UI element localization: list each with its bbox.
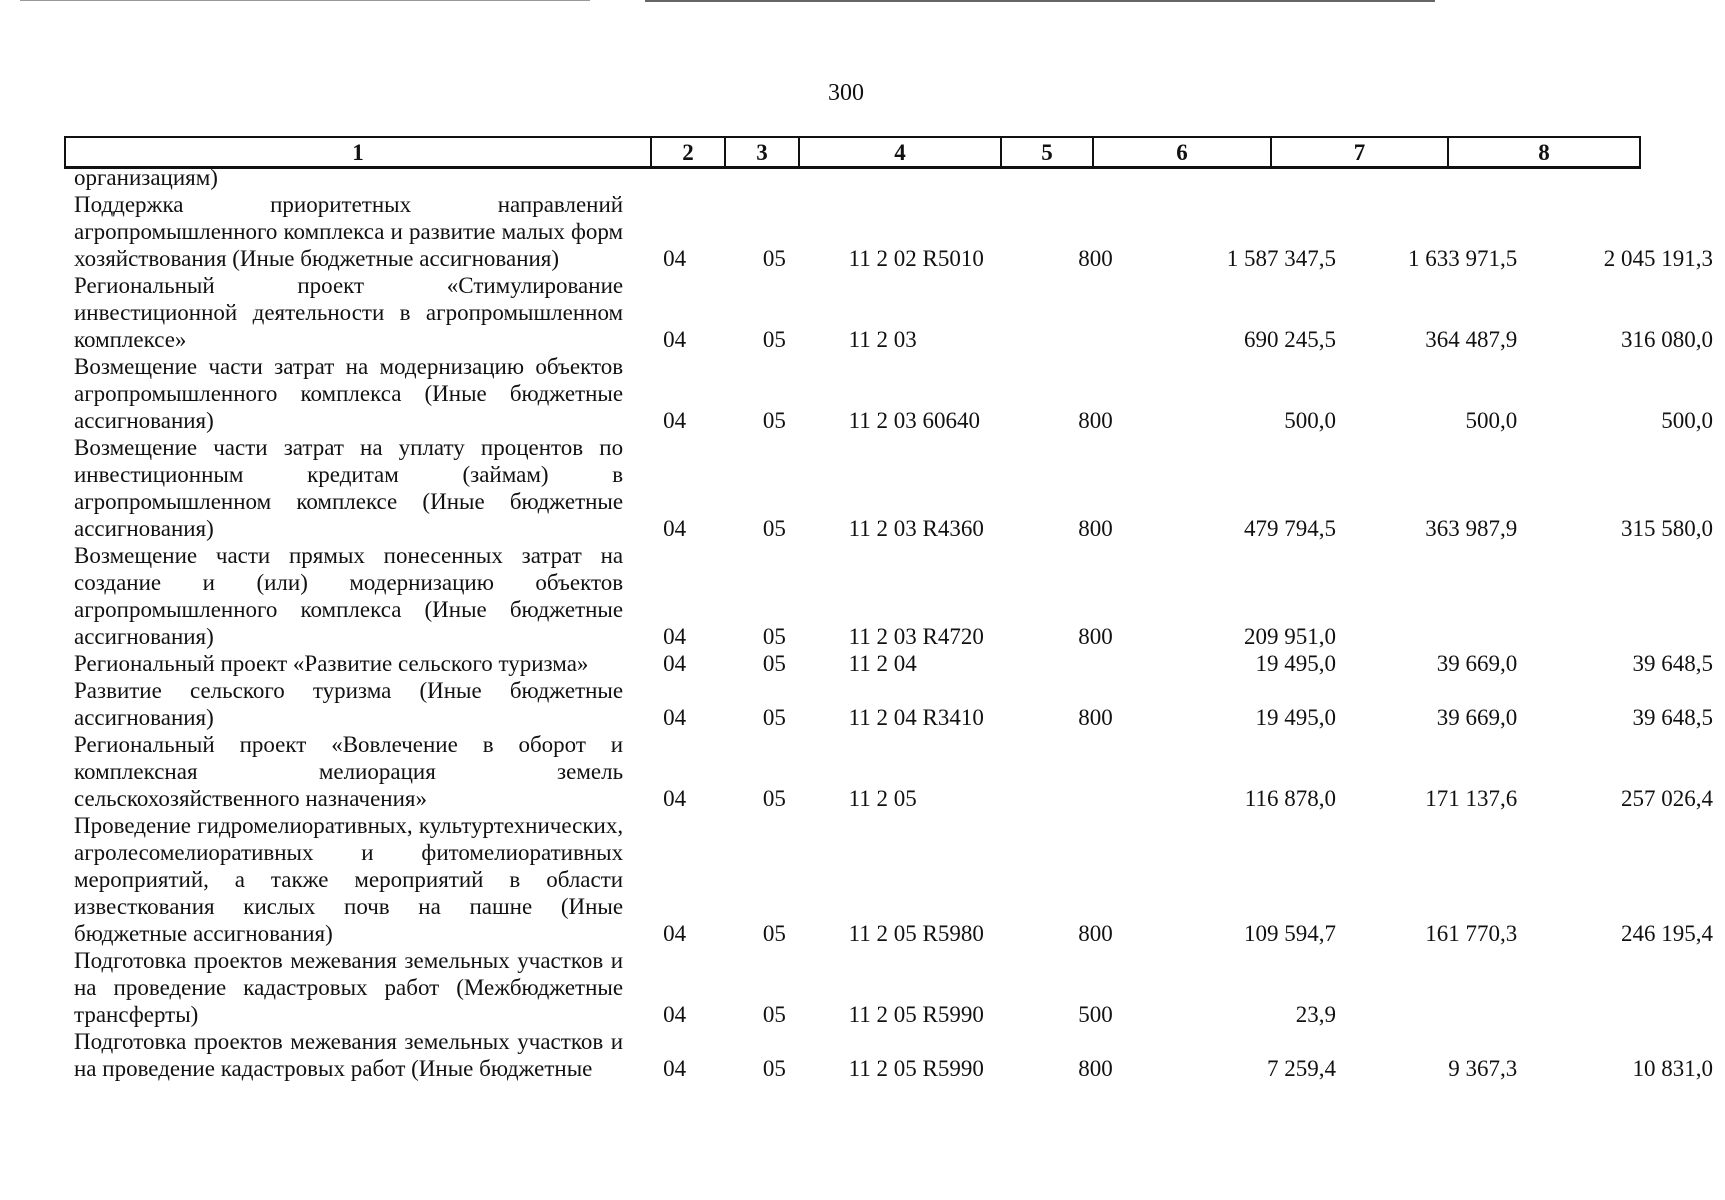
row-amount-col7: 171 137,6 [1425,786,1518,811]
row-section: 04 [663,1002,687,1027]
row-amount-col8: 10 831,0 [1632,1056,1713,1081]
row-description: Проведение гидромелиоративных, культуртехнических, агролесомелиоративных и фитомелиоративных мероприятий, а также мероприятий в области известкования кислых почв на пашне (Иные бюджетные ассигнования) [74,813,624,946]
table-row [64,731,1725,812]
row-subsection: 05 [762,516,786,541]
row-description: Возмещение части прямых понесенных затрат на создание и (или) модернизацию объектов агропромышленного комплекса (Иные бюджетные ассигнования) [74,543,624,649]
table-row [64,164,1725,191]
budget-table [64,164,1725,1082]
row-target-code: 11 2 03 [848,327,917,352]
row-amount-col6: 116 878,0 [1244,786,1336,811]
row-amount-col8 [1529,542,1725,650]
row-amount-col7: 364 487,9 [1425,327,1518,352]
row-target-code: 11 2 04 [848,651,917,676]
table-row [64,947,1725,1028]
row-subsection: 05 [762,327,786,352]
row-amount-col7 [1348,164,1529,191]
row-amount-col7: 39 669,0 [1436,651,1518,676]
row-section: 04 [663,516,687,541]
row-description: Возмещение части затрат на модернизацию объектов агропромышленного комплекса (Иные бюджетные ассигнования) [74,354,624,433]
top-rule-left [20,0,590,1]
row-section [633,164,733,191]
row-subsection: 05 [762,651,786,676]
row-subsection: 05 [762,408,786,433]
column-header-3: 3 [725,137,799,168]
row-amount-col6: 500,0 [1284,408,1336,433]
row-amount-col8: 316 080,0 [1621,327,1713,352]
row-section: 04 [663,624,687,649]
column-header-7: 7 [1271,137,1448,168]
row-expense-type [1042,272,1165,353]
row-target-code: 11 2 05 R5990 [848,1002,984,1027]
row-expense-type: 800 [1078,705,1113,730]
table-row [64,272,1725,353]
column-header-4: 4 [799,137,1001,168]
row-target-code: 11 2 05 R5990 [848,1056,984,1081]
row-target-code: 11 2 05 R5980 [848,921,984,946]
row-amount-col8: 246 195,4 [1621,921,1713,946]
row-expense-type: 800 [1078,921,1113,946]
row-description: Региональный проект «Вовлечение в оборот и комплексная мелиорация земель сельскохозяйственного назначения» [74,732,624,811]
row-target-code: 11 2 03 R4360 [848,516,984,541]
row-expense-type: 800 [1078,408,1113,433]
row-description: Возмещение части затрат на уплату процентов по инвестиционным кредитам (займам) в агропромышленном комплексе (Иные бюджетные ассигнования) [74,435,624,541]
row-expense-type [1042,650,1165,677]
row-section: 04 [663,786,687,811]
table-row [64,191,1725,272]
row-subsection [733,164,833,191]
row-amount-col6: 1 587 347,5 [1226,246,1336,271]
row-expense-type: 800 [1078,624,1113,649]
row-amount-col6: 109 594,7 [1243,921,1336,946]
row-section: 04 [663,705,687,730]
row-subsection: 05 [762,246,786,271]
row-section: 04 [663,327,687,352]
row-amount-col8: 315 580,0 [1621,516,1713,541]
column-header-5: 5 [1001,137,1093,168]
row-target-code [833,164,1043,191]
row-amount-col6: 23,9 [1295,1002,1336,1027]
column-header-8: 8 [1448,137,1640,168]
row-subsection: 05 [762,1002,786,1027]
table-row [64,677,1725,731]
row-target-code: 11 2 03 R4720 [848,624,984,649]
row-amount-col6: 19 495,0 [1255,651,1336,676]
row-amount-col7: 161 770,3 [1425,921,1518,946]
table-row [64,353,1725,434]
column-header-1: 1 [65,137,651,168]
row-target-code: 11 2 05 [848,786,917,811]
row-amount-col8 [1529,947,1725,1028]
row-subsection: 05 [762,1056,786,1081]
row-amount-col8 [1529,164,1725,191]
row-section: 04 [663,1056,687,1081]
row-amount-col7 [1348,947,1529,1028]
row-description: Региональный проект «Стимулирование инвестиционной деятельности в агропромышленном комплексе» [74,273,624,352]
row-expense-type: 800 [1078,1056,1113,1081]
row-expense-type: 800 [1078,246,1113,271]
row-amount-col7 [1348,542,1529,650]
row-subsection: 05 [762,624,786,649]
row-description: Региональный проект «Развитие сельского туризма» [74,651,589,676]
row-amount-col8: 500,0 [1661,408,1713,433]
row-amount-col8: 2 045 191,3 [1603,246,1713,271]
row-description: Подготовка проектов межевания земельных участков и на проведение кадастровых работ (Иные бюджетные [74,1029,624,1081]
row-subsection: 05 [762,786,786,811]
row-section: 04 [663,921,687,946]
table-row [64,650,1725,677]
row-amount-col8: 39 648,5 [1632,651,1713,676]
row-amount-col7: 9 367,3 [1448,1056,1518,1081]
row-description: Подготовка проектов межевания земельных участков и на проведение кадастровых работ (Межбюджетные трансферты) [74,948,624,1027]
row-description: Поддержка приоритетных направлений агропромышленного комплекса и развитие малых форм хозяйствования (Иные бюджетные ассигнования) [74,192,624,271]
row-amount-col6: 19 495,0 [1255,705,1336,730]
row-description: Развитие сельского туризма (Иные бюджетные ассигнования) [74,678,624,730]
row-amount-col6: 209 951,0 [1243,624,1336,649]
row-section: 04 [663,246,687,271]
row-target-code: 11 2 03 60640 [848,408,980,433]
row-subsection: 05 [762,705,786,730]
table-row [64,434,1725,542]
row-description: организациям) [74,165,218,190]
row-amount-col6: 7 259,4 [1266,1056,1336,1081]
row-expense-type [1042,164,1165,191]
row-amount-col7: 1 633 971,5 [1408,246,1518,271]
row-expense-type [1042,731,1165,812]
row-amount-col6 [1166,164,1348,191]
table-row [64,812,1725,947]
row-amount-col6: 690 245,5 [1243,327,1336,352]
row-amount-col8: 39 648,5 [1632,705,1713,730]
row-amount-col6: 479 794,5 [1243,516,1336,541]
row-target-code: 11 2 02 R5010 [848,246,984,271]
row-amount-col8: 257 026,4 [1621,786,1713,811]
page-number: 300 [828,80,864,106]
row-target-code: 11 2 04 R3410 [848,705,984,730]
row-section: 04 [663,651,687,676]
row-amount-col7: 39 669,0 [1436,705,1518,730]
column-header-2: 2 [651,137,725,168]
row-expense-type: 500 [1078,1002,1113,1027]
column-header-6: 6 [1093,137,1271,168]
table-row [64,1028,1725,1082]
top-rule-right [645,0,1435,2]
row-amount-col7: 500,0 [1465,408,1518,433]
row-expense-type: 800 [1078,516,1113,541]
row-amount-col7: 363 987,9 [1425,516,1518,541]
table-row [64,542,1725,650]
row-section: 04 [663,408,687,433]
row-subsection: 05 [762,921,786,946]
